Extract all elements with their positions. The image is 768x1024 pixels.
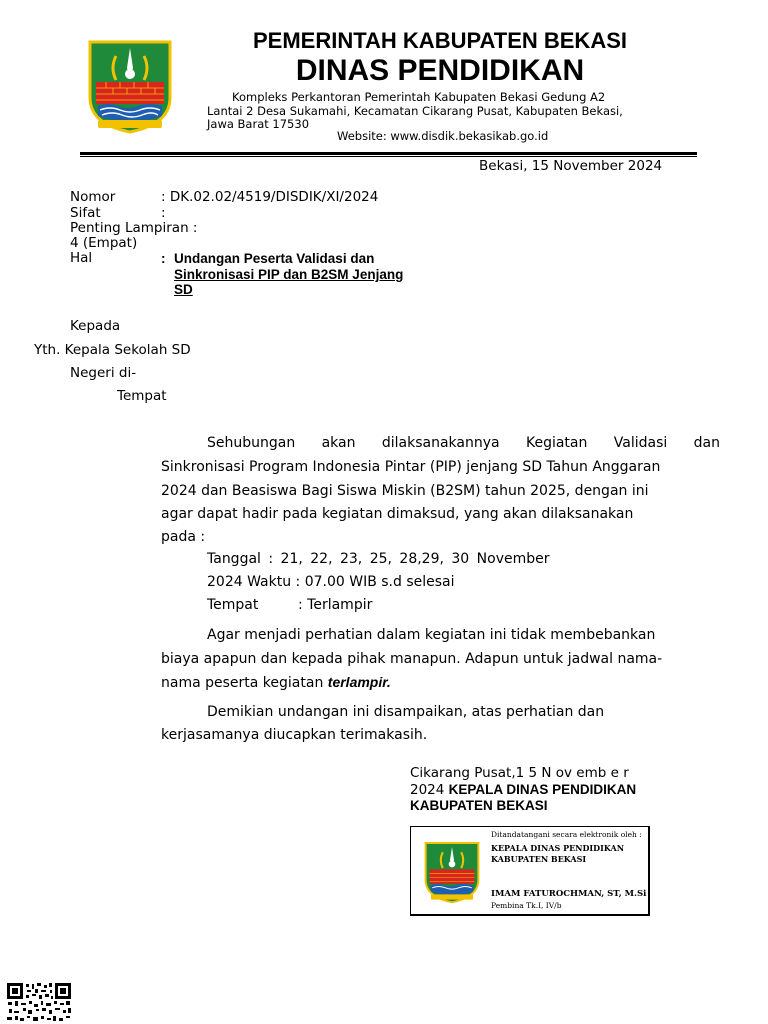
event-time-line: 2024 Waktu : 07.00 WIB s.d selesai [207, 574, 455, 590]
body-p1-line5: pada : [161, 529, 206, 545]
closing-title-line1: KEPALA DINAS PENDIDIKAN [448, 782, 637, 797]
body-word: dan [693, 435, 720, 451]
signer-position2: KABUPATEN BEKASI [491, 854, 587, 864]
body-p1-line1 [207, 432, 720, 456]
letter-date: Bekasi, 15 November 2024 [479, 158, 663, 174]
hal-line1: Undangan Peserta Validasi dan [174, 251, 375, 266]
closing-year: 2024 [410, 782, 449, 798]
body-p1-line3: 2024 dan Beasiswa Bagi Siswa Miskin (B2SM) tahun 2025, dengan ini [161, 483, 649, 499]
lampiran-label: Penting Lampiran : [70, 220, 198, 236]
recipient-kepada: Kepada [70, 318, 121, 334]
signer-position1: KEPALA DINAS PENDIDIKAN [491, 843, 625, 853]
recipient-tempat: Tempat [117, 388, 167, 404]
event-place-label: Tempat [207, 597, 259, 613]
hal-line2: Sinkronisasi PIP dan B2SM Jenjang [174, 267, 404, 282]
signer-rank: Pembina Tk.I, IV/b [491, 901, 562, 910]
address-line2: Lantai 2 Desa Sukamahi, Kecamatan Cikarang Pusat, Kabupaten Bekasi, [207, 104, 623, 118]
electronic-signature-box [410, 826, 650, 916]
body-p2-text: nama peserta kegiatan [161, 675, 328, 691]
org-name-line1: PEMERINTAH KABUPATEN BEKASI [252, 28, 627, 53]
address-line3: Jawa Barat 17530 [207, 117, 310, 131]
nomor-label: Nomor [70, 189, 116, 205]
body-word: Kegiatan [525, 435, 588, 451]
nomor-value: : DK.02.02/4519/DISDIK/XI/2024 [161, 189, 379, 205]
address-line1: Kompleks Perkantoran Pemerintah Kabupaten Bekasi Gedung A2 [232, 90, 606, 104]
header-divider [80, 152, 697, 155]
body-word: Sehubungan [207, 435, 296, 451]
body-word: dilaksanakannya [381, 435, 500, 451]
event-place-value: : Terlampir [298, 597, 373, 613]
body-word: Validasi [613, 435, 668, 451]
body-p2-line1: Agar menjadi perhatian dalam kegiatan ini tidak membebankan [207, 627, 656, 643]
body-p1-line2: Sinkronisasi Program Indonesia Pintar (PIP) jenjang SD Tahun Anggaran [161, 459, 661, 475]
header-divider-thin [80, 156, 697, 157]
hal-line3: SD [174, 282, 193, 297]
signer-name: IMAM FATUROCHMAN, ST, M.Si [491, 889, 647, 899]
lampiran-value: 4 (Empat) [70, 235, 138, 251]
recipient-yth: Yth. Kepala Sekolah SD [34, 342, 191, 358]
body-p2-line3 [161, 671, 391, 696]
bekasi-regency-crest-icon [423, 839, 481, 905]
org-name-line2: DINAS PENDIDIKAN [295, 54, 585, 87]
signed-note: Ditandatangani secara elektronik oleh : [491, 830, 642, 839]
closing-place-date: Cikarang Pusat,1 5 N ov emb e r [410, 765, 629, 781]
qr-code-icon [6, 982, 72, 1024]
hal-label: Hal [70, 250, 93, 266]
body-p3-line1: Demikian undangan ini disampaikan, atas perhatian dan [207, 704, 605, 720]
body-p2-emphasis: terlampir. [327, 674, 391, 690]
body-p3-line2: kerjasamanya diucapkan terimakasih. [161, 727, 428, 743]
hal-colon: : [161, 251, 166, 266]
closing-year-title [410, 782, 636, 798]
bekasi-regency-crest-icon [86, 38, 174, 134]
sifat-label: Sifat [70, 205, 101, 221]
body-p1-line4: agar dapat hadir pada kegiatan dimaksud, yang akan dilaksanakan [161, 506, 634, 522]
closing-title-line2: KABUPATEN BEKASI [410, 798, 548, 813]
recipient-negeri: Negeri di- [70, 365, 137, 381]
event-date-line: Tanggal : 21, 22, 23, 25, 28,29, 30 November [207, 551, 550, 567]
sifat-value: : [161, 205, 166, 221]
website-link[interactable]: Website: www.disdik.bekasikab.go.id [337, 129, 549, 143]
body-p2-line2: biaya apapun dan kepada pihak manapun. Adapun untuk jadwal nama- [161, 651, 663, 667]
body-word: akan [321, 435, 356, 451]
